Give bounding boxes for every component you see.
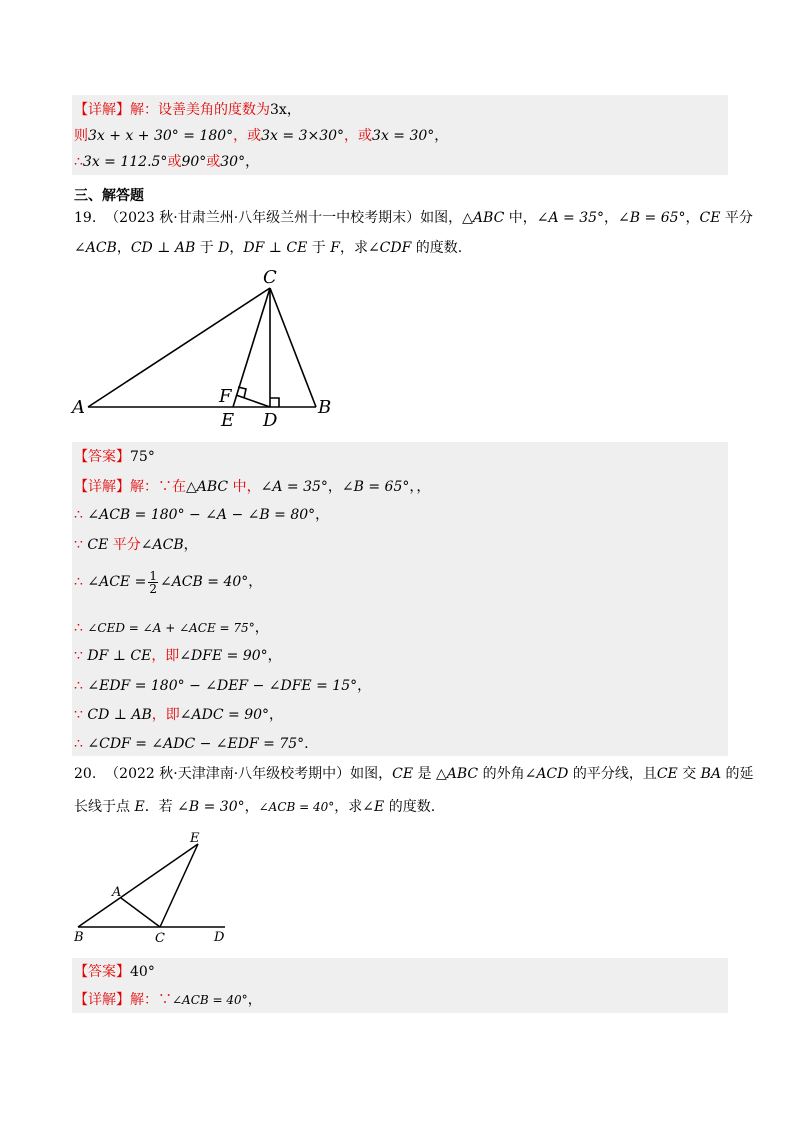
q20-answer: 【答案】40° xyxy=(74,964,155,980)
label-C: C xyxy=(263,267,277,288)
fraction-one-half: $\frac{1}{2}$ xyxy=(149,568,157,596)
label-D: D xyxy=(214,930,225,945)
segment-BE xyxy=(78,844,198,927)
q19-detail-line-2: ∴ ∠ACB = 180° − ∠A − ∠B = 80°， xyxy=(74,507,330,523)
label-F: F xyxy=(219,386,232,407)
label-A: A xyxy=(112,885,122,900)
q19-detail-line-3: ∵ CE 平分∠ACB， xyxy=(74,537,198,553)
label-B: B xyxy=(74,930,84,945)
segment-AC xyxy=(121,898,160,927)
segment-AC xyxy=(88,288,270,407)
q18-detail-line-3: ∴3x = 112.5°或90°或30°， xyxy=(74,154,260,170)
q19-detail-line-8: ∵ CD ⊥ AB，即∠ADC = 90°， xyxy=(74,707,284,723)
label-E: E xyxy=(221,410,235,431)
q20-question-line-1: 20. （2022 秋·天津津南·八年级校考期中）如图，CE 是 △ABC 的外角∠ACD 的平分线，且CE 交 BA 的延 xyxy=(74,766,754,782)
q19-detail-line-6: ∵ DF ⊥ CE，即∠DFE = 90°， xyxy=(74,648,282,664)
label-A: A xyxy=(72,397,85,418)
segment-CB xyxy=(270,288,316,407)
q20-detail-line-1: 【详解】解：∵∠ACB = 40°， xyxy=(74,992,262,1008)
q19-detail-line-9: ∴ ∠CDF = ∠ADC − ∠EDF = 75°. xyxy=(74,736,309,752)
q19-detail-line-4: ∴ ∠ACE = $\frac{1}{2}$ ∠ACB = 40°， xyxy=(74,568,263,596)
segment-CE xyxy=(233,288,270,407)
q19-detail-line-7: ∴ ∠EDF = 180° − ∠DEF − ∠DFE = 15°， xyxy=(74,678,372,694)
segment-DF xyxy=(236,395,270,407)
label-D: D xyxy=(263,410,278,431)
q18-detail-line-2: 则3x + x + 30° = 180°，或3x = 3×30°，或3x = 30°， xyxy=(74,128,449,144)
label-E: E xyxy=(190,831,200,846)
section-heading: 三、解答题 xyxy=(74,188,144,204)
q19-answer: 【答案】75° xyxy=(74,449,155,465)
q20-question-line-2: 长线于点 E．若 ∠B = 30°，∠ACB = 40°，求∠E 的度数. xyxy=(74,799,436,815)
q19-triangle-figure xyxy=(60,262,350,434)
right-angle-mark-D xyxy=(270,398,279,407)
q19-question-line-1: 19. （2023 秋·甘肃兰州·八年级兰州十一中校考期末）如图，△ABC 中，∠A = 35°，∠B = 65°，CE 平分 xyxy=(74,210,753,226)
q19-question-line-2: ∠ACB，CD ⊥ AB 于 D，DF ⊥ CE 于 F，求∠CDF 的度数. xyxy=(74,240,463,256)
q18-detail-line-1: 【详解】解：设善美角的度数为3x， xyxy=(74,102,301,118)
label-C: C xyxy=(155,931,165,946)
q19-detail-line-5: ∴ ∠CED = ∠A + ∠ACE = 75°， xyxy=(74,620,269,636)
q20-triangle-figure xyxy=(70,828,240,946)
q19-detail-line-1: 【详解】解：∵在△ABC 中，∠A = 35°，∠B = 65°，， xyxy=(74,479,431,495)
label-B: B xyxy=(318,397,332,418)
